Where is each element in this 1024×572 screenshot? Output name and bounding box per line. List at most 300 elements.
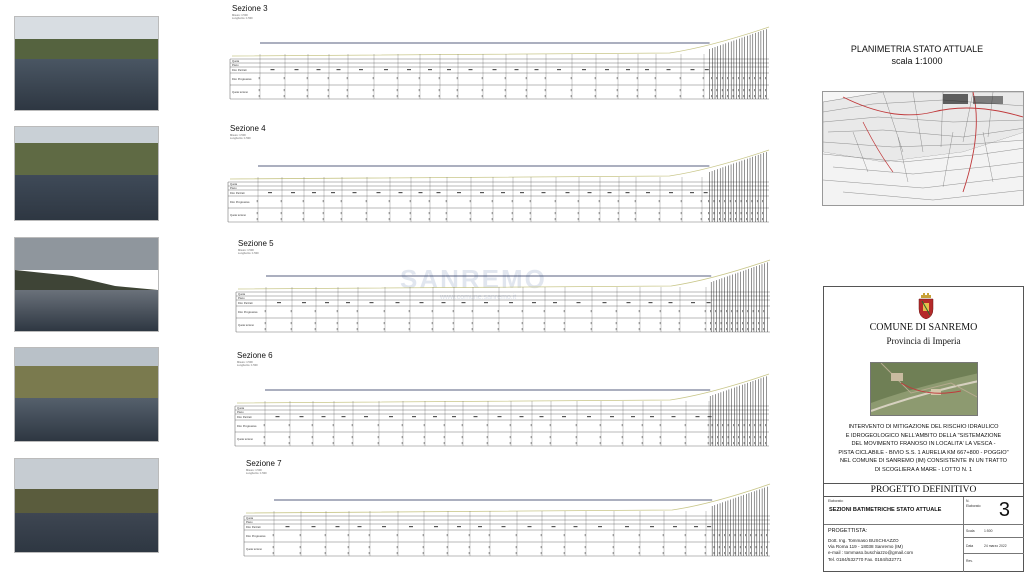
section-scale-misure: Misure: 1:500 [232,14,248,17]
tick-mark [291,328,292,330]
progettista-label: PROGETTISTA: [828,528,868,534]
tick-mark [510,424,511,426]
tick-mark [642,442,643,444]
description-line: E IDROGEOLOGICO NELL'AMBITO DELLA "SISTEMAZIONE [845,432,1002,439]
tick-mark [555,200,556,202]
tick-mark [708,200,709,202]
tick-mark [710,310,711,312]
tick-mark [599,200,600,202]
distance-mark [447,69,451,70]
tick-mark [522,328,523,330]
tick-mark [576,442,577,444]
table-row-header: Quote terreno [230,214,247,217]
tick-mark [637,77,638,79]
section-profile [236,239,776,339]
tick-mark [300,546,301,548]
tick-mark [303,212,304,214]
tick-mark [760,442,761,444]
tick-mark [639,534,640,536]
tick-mark [424,424,425,426]
tick-mark [325,552,326,554]
distance-mark [552,526,556,527]
tick-mark [752,218,753,220]
tick-mark [576,436,577,438]
tick-mark [741,212,742,214]
distance-mark [603,302,607,303]
tick-mark [402,424,403,426]
tick-mark [444,436,445,438]
tick-mark [366,200,367,202]
tick-mark [498,310,499,312]
tick-mark [410,200,411,202]
tick-mark [616,322,617,324]
tick-mark [663,534,664,536]
tick-mark [714,212,715,214]
tick-mark [447,534,448,536]
comune-name: COMUNE DI SANREMO [869,322,978,333]
photo-shore [15,489,158,513]
tick-mark [742,322,743,324]
tick-mark [731,328,732,330]
tick-mark [622,442,623,444]
tick-mark [617,89,618,91]
photo-shore [15,143,158,175]
table-row-header: Piano [230,187,237,190]
tick-mark [722,436,723,438]
tick-mark [462,442,463,444]
distance-mark [359,69,363,70]
tick-mark [555,218,556,220]
tick-mark [712,424,713,426]
distance-mark [337,69,341,70]
distance-mark [690,192,694,193]
distance-mark [598,526,602,527]
elaborato-label: Elaborato: [828,499,844,503]
table-row-header: Quote terreno [246,548,263,551]
tick-mark [705,534,706,536]
tick-mark [763,310,764,312]
distance-mark [588,192,592,193]
tick-mark [595,89,596,91]
tick-mark [531,424,532,426]
distance-mark [399,192,403,193]
tick-mark [323,212,324,214]
tick-mark [453,328,454,330]
tick-mark [655,89,656,91]
tick-mark [765,77,766,79]
tick-mark [717,424,718,426]
tick-mark [531,442,532,444]
tick-mark [763,328,764,330]
tick-mark [265,322,266,324]
distance-mark [608,192,612,193]
tick-mark [717,442,718,444]
tick-mark [423,546,424,548]
tick-mark [622,436,623,438]
section-scale-lunghezze: Lunghezze: 1:500 [238,252,259,255]
tick-mark [616,328,617,330]
tick-mark [424,436,425,438]
distance-mark [480,192,484,193]
tick-mark [744,442,745,444]
distance-mark [626,192,630,193]
tick-mark [705,546,706,548]
tick-mark [397,534,398,536]
distance-mark [478,526,482,527]
tick-mark [635,212,636,214]
tick-mark [708,436,709,438]
tick-mark [745,546,746,548]
tick-mark [727,89,728,91]
tick-mark [453,310,454,312]
tick-mark [347,89,348,91]
tick-mark [712,442,713,444]
tick-mark [439,77,440,79]
tick-mark [639,310,640,312]
divider [963,553,1024,554]
tick-mark [749,77,750,79]
tick-mark [724,546,725,548]
tick-mark [756,546,757,548]
tick-mark [447,546,448,548]
distance-mark [587,416,591,417]
tick-mark [591,322,592,324]
progettista-line: Tel. 0184/532770 Fax. 0184/532771 [828,556,902,562]
tick-mark [323,200,324,202]
tick-mark [715,310,716,312]
tick-mark [585,552,586,554]
tick-mark [742,310,743,312]
tick-mark [544,328,545,330]
tick-mark [578,200,579,202]
distance-mark [562,416,566,417]
section-4 [228,124,775,224]
tick-mark [591,328,592,330]
tick-mark [348,534,349,536]
tick-mark [289,436,290,438]
tick-mark [369,546,370,548]
tick-mark [726,322,727,324]
watermark: SANREMO [400,264,547,294]
tick-mark [744,89,745,91]
table-row-header: Quota [246,517,254,520]
tick-mark [754,442,755,444]
tick-mark [550,424,551,426]
tick-mark [489,552,490,554]
tick-mark [571,89,572,91]
tick-mark [639,546,640,548]
table-row-header: Dist. Parziali [232,69,247,72]
tick-mark [348,546,349,548]
photo-sky [15,17,158,39]
tick-mark [419,77,420,79]
distance-mark [295,69,299,70]
tick-mark [300,552,301,554]
distance-mark [412,416,416,417]
tick-mark [357,328,358,330]
planimetria-map [822,91,1024,206]
tick-mark [470,200,471,202]
tick-mark [711,95,712,97]
tick-mark [265,328,266,330]
distance-mark [540,416,544,417]
tick-mark [337,328,338,330]
distance-mark [407,69,411,70]
distance-mark [457,192,461,193]
tick-mark [731,310,732,312]
table-row-header: Dist. Progressive [232,78,252,81]
tick-mark [757,218,758,220]
tick-mark [760,436,761,438]
tick-mark [284,89,285,91]
tick-mark [366,212,367,214]
elaborato-n-sublabel: Elaborato [966,504,981,508]
distance-mark [501,192,505,193]
tick-mark [487,436,488,438]
tick-mark [727,95,728,97]
tick-mark [397,546,398,548]
tick-mark [762,212,763,214]
tick-mark [722,424,723,426]
tick-mark [389,218,390,220]
tick-mark [685,546,686,548]
tick-mark [737,310,738,312]
table-row-header: Dist. Parziali [230,192,245,195]
tick-mark [703,95,704,97]
tick-mark [333,436,334,438]
tick-mark [717,77,718,79]
distance-mark [428,69,432,70]
tick-mark [660,424,661,426]
tick-mark [642,436,643,438]
distance-mark [437,192,441,193]
tick-mark [303,218,304,220]
tick-mark [384,310,385,312]
tick-mark [530,218,531,220]
tick-mark [724,534,725,536]
distance-mark [462,302,466,303]
tick-mark [719,212,720,214]
table-row-header: Dist. Parziali [238,302,253,305]
tick-mark [307,95,308,97]
tick-mark [472,310,473,312]
tick-mark [729,552,730,554]
distance-mark [650,526,654,527]
tick-mark [397,77,398,79]
tick-mark [740,546,741,548]
tick-mark [457,89,458,91]
distance-mark [704,192,708,193]
tick-mark [397,552,398,554]
tick-mark [761,534,762,536]
photo-water [15,398,158,441]
photo-water [15,513,158,552]
distance-mark [649,302,653,303]
distance-mark [291,192,295,193]
tick-mark [357,322,358,324]
tick-mark [714,218,715,220]
tick-mark [531,436,532,438]
tick-mark [281,212,282,214]
distance-mark [707,526,711,527]
tick-mark [578,212,579,214]
tick-mark [328,89,329,91]
distance-mark [669,192,673,193]
tick-mark [347,95,348,97]
tick-mark [660,310,661,312]
tick-mark [749,89,750,91]
tick-mark [259,95,260,97]
tick-mark [257,200,258,202]
tick-mark [550,442,551,444]
tick-mark [482,89,483,91]
tick-mark [708,212,709,214]
tick-mark [659,212,660,214]
tick-mark [545,77,546,79]
tick-mark [639,328,640,330]
tick-mark [753,322,754,324]
photo-sky [15,238,158,270]
tick-mark [352,442,353,444]
tick-mark [635,200,636,202]
section-scale-lunghezze: Lunghezze: 1:500 [237,364,258,367]
tick-mark [512,212,513,214]
divider [963,497,964,572]
section-6 [235,351,775,451]
tick-mark [681,218,682,220]
distance-mark [312,526,316,527]
distance-mark [317,69,321,70]
tick-mark [264,442,265,444]
table-row-header: Quote terreno [232,91,249,94]
tick-mark [701,200,702,202]
tick-mark [530,212,531,214]
tick-mark [424,442,425,444]
distance-mark [302,302,306,303]
distance-mark [336,526,340,527]
tick-mark [505,95,506,97]
tick-mark [721,322,722,324]
section-3 [230,4,775,104]
table-row-header: Dist. Progressive [246,535,266,538]
tick-mark [761,552,762,554]
tick-mark [469,552,470,554]
tick-mark [737,328,738,330]
tick-mark [766,546,767,548]
tick-mark [745,534,746,536]
aerial-photo [870,362,978,416]
tick-mark [526,89,527,91]
tick-mark [749,442,750,444]
tick-mark [453,322,454,324]
tick-mark [733,77,734,79]
tick-mark [341,218,342,220]
tick-mark [765,89,766,91]
tick-mark [341,200,342,202]
seabed-profile [237,374,769,403]
tick-mark [760,95,761,97]
tick-mark [492,200,493,202]
tick-mark [409,328,410,330]
tick-mark [749,424,750,426]
tick-mark [685,442,686,444]
tick-mark [423,552,424,554]
rev-label: Rev. [966,559,973,563]
planimetria-scale: scala 1:1000 [891,56,943,66]
tick-mark [680,89,681,91]
distance-mark [631,416,635,417]
photo-sky [15,459,158,489]
tick-mark [410,218,411,220]
tick-mark [717,436,718,438]
tick-mark [710,322,711,324]
table-row-header: Quota [237,407,245,410]
tick-mark [564,322,565,324]
table-row-header: Dist. Parziali [237,416,252,419]
tick-mark [728,424,729,426]
tick-mark [722,95,723,97]
tick-mark [735,212,736,214]
tick-mark [545,95,546,97]
photo-water [15,290,158,331]
section-title: Sezione 7 [246,459,282,468]
tick-mark [724,200,725,202]
tick-mark [765,424,766,426]
elaborato-n-label: N. [966,499,970,503]
tick-mark [599,218,600,220]
tick-mark [526,95,527,97]
section-profile [230,4,775,104]
tick-mark [635,218,636,220]
tick-mark [765,436,766,438]
distance-mark [696,416,700,417]
tick-mark [545,89,546,91]
project-phase: PROGETTO DEFINITIVO [824,483,1023,497]
description-line: DEL MOVIMENTO FRANOSO IN LOCALITA' LA VESCA - [851,441,996,448]
section-scale-misure: Misure: 1:500 [238,249,254,252]
tick-mark [758,310,759,312]
distance-mark [377,192,381,193]
distance-mark [691,69,695,70]
tick-mark [749,436,750,438]
tick-mark [300,534,301,536]
tick-mark [705,310,706,312]
tick-mark [578,218,579,220]
tick-mark [487,424,488,426]
tick-mark [571,77,572,79]
tick-mark [680,95,681,97]
tick-mark [289,424,290,426]
tick-mark [735,546,736,548]
tick-mark [564,534,565,536]
tick-mark [617,95,618,97]
distance-mark [645,69,649,70]
section-7 [244,459,776,559]
distance-mark [276,416,280,417]
tick-mark [754,77,755,79]
distance-mark [353,192,357,193]
tick-mark [264,436,265,438]
table-row-header: Piano [237,411,244,414]
distance-mark [672,416,676,417]
tick-mark [663,546,664,548]
tick-mark [746,218,747,220]
tick-mark [765,95,766,97]
tick-mark [747,328,748,330]
tick-mark [600,436,601,438]
tick-mark [639,322,640,324]
tick-mark [410,212,411,214]
